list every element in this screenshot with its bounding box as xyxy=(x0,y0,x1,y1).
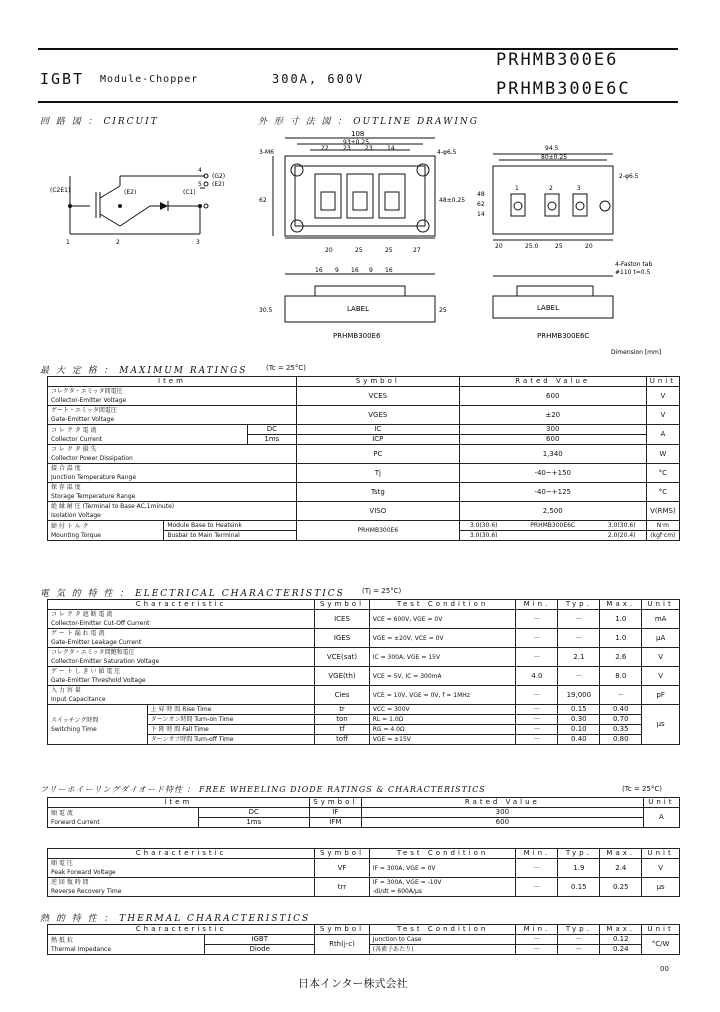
dim-text: 48±0.25 xyxy=(439,197,466,204)
table-row: スイッチング時間 Switching Time 上 昇 時 間 Rise Time tr VCC = 300V － 0.15 0.40 μs xyxy=(48,705,680,715)
max-ratings-cond: (Tc = 25°C) xyxy=(266,364,307,372)
table-row: 1ms IFM 600 xyxy=(48,818,680,828)
dim-text: 93±0.25 xyxy=(343,139,370,146)
dim-text: 2-φ6.5 xyxy=(619,173,639,180)
fwd-ratings-table: Item Symbol Rated Value Unit 順 電 流 Forward Current DC IF 300 A 1ms IFM 600 xyxy=(47,797,680,828)
table-row: 順 電 圧 Peak Forward Voltage VF IF = 300A, VGE = 0V － 1.9 2.4 V xyxy=(48,859,680,878)
dim-text: 22 xyxy=(321,145,329,152)
circuit-label: (C1) xyxy=(183,189,196,196)
dim-text: 16 xyxy=(351,267,359,274)
outline-title: 外 形 寸 法 図 ： OUTLINE DRAWING xyxy=(258,117,479,127)
table-row: 接 合 温 度 Junction Temperature Range Tj -40~+150 °C xyxy=(48,464,680,483)
dim-text: 62 xyxy=(477,201,485,208)
table-row: 1ms ICP 600 xyxy=(48,435,680,445)
terminal-number: 3 xyxy=(577,185,581,192)
table-row: Diode (各素子あたり) － － 0.24 xyxy=(48,945,680,955)
table-row: コレクタ・エミッタ間飽和電圧 Collector-Emitter Saturation Voltage VCE(sat) IC = 300A, VGE = 15V － 2.1 2.6 V xyxy=(48,648,680,667)
company-name: 日本インター株式会社 xyxy=(298,977,408,990)
part-number-2: PRHMB300E6C xyxy=(496,79,631,99)
table-row: 締 付 ト ル ク Mounting Torque Module Base to Heatsink PRHMB300E6 3.0(30.6) PRHMB300E6C 3.0(30.6) N·m xyxy=(48,521,680,531)
dim-text: 25.0 xyxy=(525,243,539,250)
table-row: 絶 縁 耐 圧 (Terminal to Base AC,1minute) Isolation Voltage VISO 2,500 V(RMS) xyxy=(48,502,680,521)
circuit-label: 5 xyxy=(198,181,202,188)
dim-text: 9 xyxy=(369,267,373,274)
terminal-number: 1 xyxy=(515,185,519,192)
circuit-label: (C2E1) xyxy=(50,187,71,194)
dim-unit: Dimension [mm] xyxy=(611,349,662,356)
col-header: Symbol xyxy=(296,377,459,387)
col-header: Unit xyxy=(646,377,679,387)
dim-text: 20 xyxy=(325,247,333,254)
elec-title: 電 気 的 特 性 ： ELECTRICAL CHARACTERISTICS xyxy=(40,589,345,599)
circuit-diagram xyxy=(40,126,240,246)
col-header: Item xyxy=(48,377,297,387)
dim-text: 27 xyxy=(413,247,421,254)
dim-text: 9 xyxy=(335,267,339,274)
dim-text: 16 xyxy=(315,267,323,274)
thermal-table: Characteristic Symbol Test Condition Min. Typ. Max. Unit 熱 抵 抗 Thermal Impedance IGBT Rth(j-c) Junction to Case － － 0.12 °C/W Diode (各素子あたり) － － 0.24 xyxy=(47,924,680,955)
dim-text: 25 xyxy=(385,247,393,254)
dim-text: 3-M6 xyxy=(259,149,274,156)
side-label: LABEL xyxy=(347,305,369,313)
table-row: Busbar to Main Terminal 3.0(30.6) 2.0(20.4) (kgf·cm) xyxy=(48,531,680,541)
subtitle: Module-Chopper xyxy=(100,74,199,85)
table-row: コ レ ク タ 電 流 Collector Current DC IC 300 A xyxy=(48,425,680,435)
max-ratings-table xyxy=(47,376,680,541)
terminal-number: 2 xyxy=(549,185,553,192)
dim-text: 14 xyxy=(387,145,395,152)
module-top-view xyxy=(285,156,435,236)
circuit-label: 4 xyxy=(198,167,202,174)
table-row: 熱 抵 抗 Thermal Impedance IGBT Rth(j-c) Junction to Case － － 0.12 °C/W xyxy=(48,935,680,945)
max-ratings-title: 最 大 定 格 ： MAXIMUM RATINGS xyxy=(40,366,248,376)
dim-text: #110 t=0.5 xyxy=(615,269,651,276)
dim-text: 23 xyxy=(343,145,351,152)
dim-text: 25 xyxy=(555,243,563,250)
dim-text: 4-φ6.5 xyxy=(437,149,457,156)
fwd-cond: (Tc = 25°C) xyxy=(622,785,663,793)
dim-text: 4-Faston tab xyxy=(615,261,653,268)
dim-text: 62 xyxy=(259,197,267,204)
dim-text: 16 xyxy=(385,267,393,274)
col-header: Rated Value xyxy=(459,377,646,387)
thermal-title: 熱 的 特 性 ： THERMAL CHARACTERISTICS xyxy=(40,914,311,924)
table-row: ゲ ー ト し き い 値 電 圧 Gate-Emitter Threshold Voltage VGE(th) VCE = 5V, IC = 300mA 4.0 － 8.0 V xyxy=(48,667,680,686)
fwd-chars-table: Characteristic Symbol Test Condition Min. Typ. Max. Unit 順 電 圧 Peak Forward Voltage VF IF = 300A, VGE = 0V － 1.9 2.4 V 逆 回 復 時 間 Reverse Recovery Time trr IF = 300A, VGE = -10V -di/dt = 600A/μs － 0.15 0.25 μs xyxy=(47,848,680,897)
table-row: 保 存 温 度 Storage Temperature Range Tstg -40~+125 °C xyxy=(48,483,680,502)
table-row: ターンオフ時間 Turn-off Time toff VGE = ±15V － 0.40 0.80 xyxy=(48,735,680,745)
dim-text: 25 xyxy=(355,247,363,254)
device-type: IGBT xyxy=(40,70,85,88)
dim-text: 48 xyxy=(477,191,485,198)
dim-text: 30.5 xyxy=(259,307,273,314)
circuit-label: 2 xyxy=(116,239,120,246)
outline-drawing xyxy=(255,126,685,356)
dim-text: 108 xyxy=(351,130,365,138)
circuit-label: 3 xyxy=(196,239,200,246)
dim-text: 20 xyxy=(585,243,593,250)
circuit-label: (G2) xyxy=(212,173,226,180)
circuit-label: 1 xyxy=(66,239,70,246)
rating: 300A, 600V xyxy=(272,72,365,86)
table-row: コ レ ク タ 遮 断 電 流 Collector-Emitter Cut-Off Current ICES VCE = 600V, VGE = 0V － － 1.0 mA xyxy=(48,610,680,629)
part-number-1: PRHMB300E6 xyxy=(496,50,619,70)
electrical-table: Characteristic Symbol Test Condition Min. Typ. Max. Unit コ レ ク タ 遮 断 電 流 Collector-Emitter Cut-Off Current ICES VCE = 600V, VGE = 0V － － 1.0 mA ゲ ー ト 漏 れ 電 流 Gate-Emitter Leakage Current IGES VGE = ±20V, VCE = 0V － － 1.0 μA コレクタ・エミッタ間飽和電圧 Collector-Emitter Saturation Voltage VCE(sat) IC = 300A, VGE = 15V － 2.1 2.6 V ゲ ー ト し き い 値 電 圧 Gate-Emitter Threshold Voltage VGE(th) VCE = 5V, IC = 300mA 4.0 － 8.0 V 入 力 容 量 Input Capacitance Cies VCE = 10V, VGE = 0V, f = 1MHz － 19,000 － pF スイッチング時間 Switching Time 上 昇 時 間 Rise Time tr VCC = 300V － 0.15 0.40 μs ターンオン時間 Turn-on Time ton RL = 1.0Ω － 0.30 0.70 下 降 時 間 Fall Time tf RG = 4.0Ω － 0.10 0.35 ターンオフ時間 Turn-off Time toff VGE = ±15V － 0.40 0.80 xyxy=(47,599,680,745)
circuit-label: (E2) xyxy=(124,189,137,196)
table-row: ゲート・エミッタ間電圧 Gate-Emitter Voltage VGES ±20 V xyxy=(48,406,680,425)
page-number: 00 xyxy=(660,965,669,973)
table-row: 逆 回 復 時 間 Reverse Recovery Time trr IF = 300A, VGE = -10V -di/dt = 600A/μs － 0.15 0.25 μs xyxy=(48,878,680,897)
table-row: 下 降 時 間 Fall Time tf RG = 4.0Ω － 0.10 0.35 xyxy=(48,725,680,735)
table-row: ターンオン時間 Turn-on Time ton RL = 1.0Ω － 0.30 0.70 xyxy=(48,715,680,725)
table-row: コ レ ク タ 損 失 Collector Power Dissipation PC 1,340 W xyxy=(48,445,680,464)
dim-text: 25 xyxy=(439,307,447,314)
circuit-label: (E2) xyxy=(212,181,225,188)
dim-text: 20 xyxy=(495,243,503,250)
table-row: コレクタ・エミッタ間電圧 Collector-Emitter Voltage VCES 600 V xyxy=(48,387,680,406)
caption-right: PRHMB300E6C xyxy=(537,332,590,340)
table-row: 順 電 流 Forward Current DC IF 300 A xyxy=(48,808,680,818)
caption-left: PRHMB300E6 xyxy=(333,332,381,340)
elec-cond: (Tj = 25°C) xyxy=(362,587,402,595)
header-rule-bottom xyxy=(38,101,678,103)
diode-symbol xyxy=(160,202,168,210)
dim-text: 94.5 xyxy=(545,145,559,152)
table-row: 入 力 容 量 Input Capacitance Cies VCE = 10V, VGE = 0V, f = 1MHz － 19,000 － pF xyxy=(48,686,680,705)
dim-text: 23 xyxy=(365,145,373,152)
side-label: LABEL xyxy=(537,304,559,312)
dim-text: 80±0.25 xyxy=(541,154,568,161)
fwd-title: フリーホイーリングダイオード特性 ： FREE WHEELING DIODE RATINGS & CHARACTERISTICS xyxy=(40,785,486,794)
circuit-title: 回 路 図 ： CIRCUIT xyxy=(40,117,159,127)
table-row: ゲ ー ト 漏 れ 電 流 Gate-Emitter Leakage Current IGES VGE = ±20V, VCE = 0V － － 1.0 μA xyxy=(48,629,680,648)
dim-text: 14 xyxy=(477,211,485,218)
